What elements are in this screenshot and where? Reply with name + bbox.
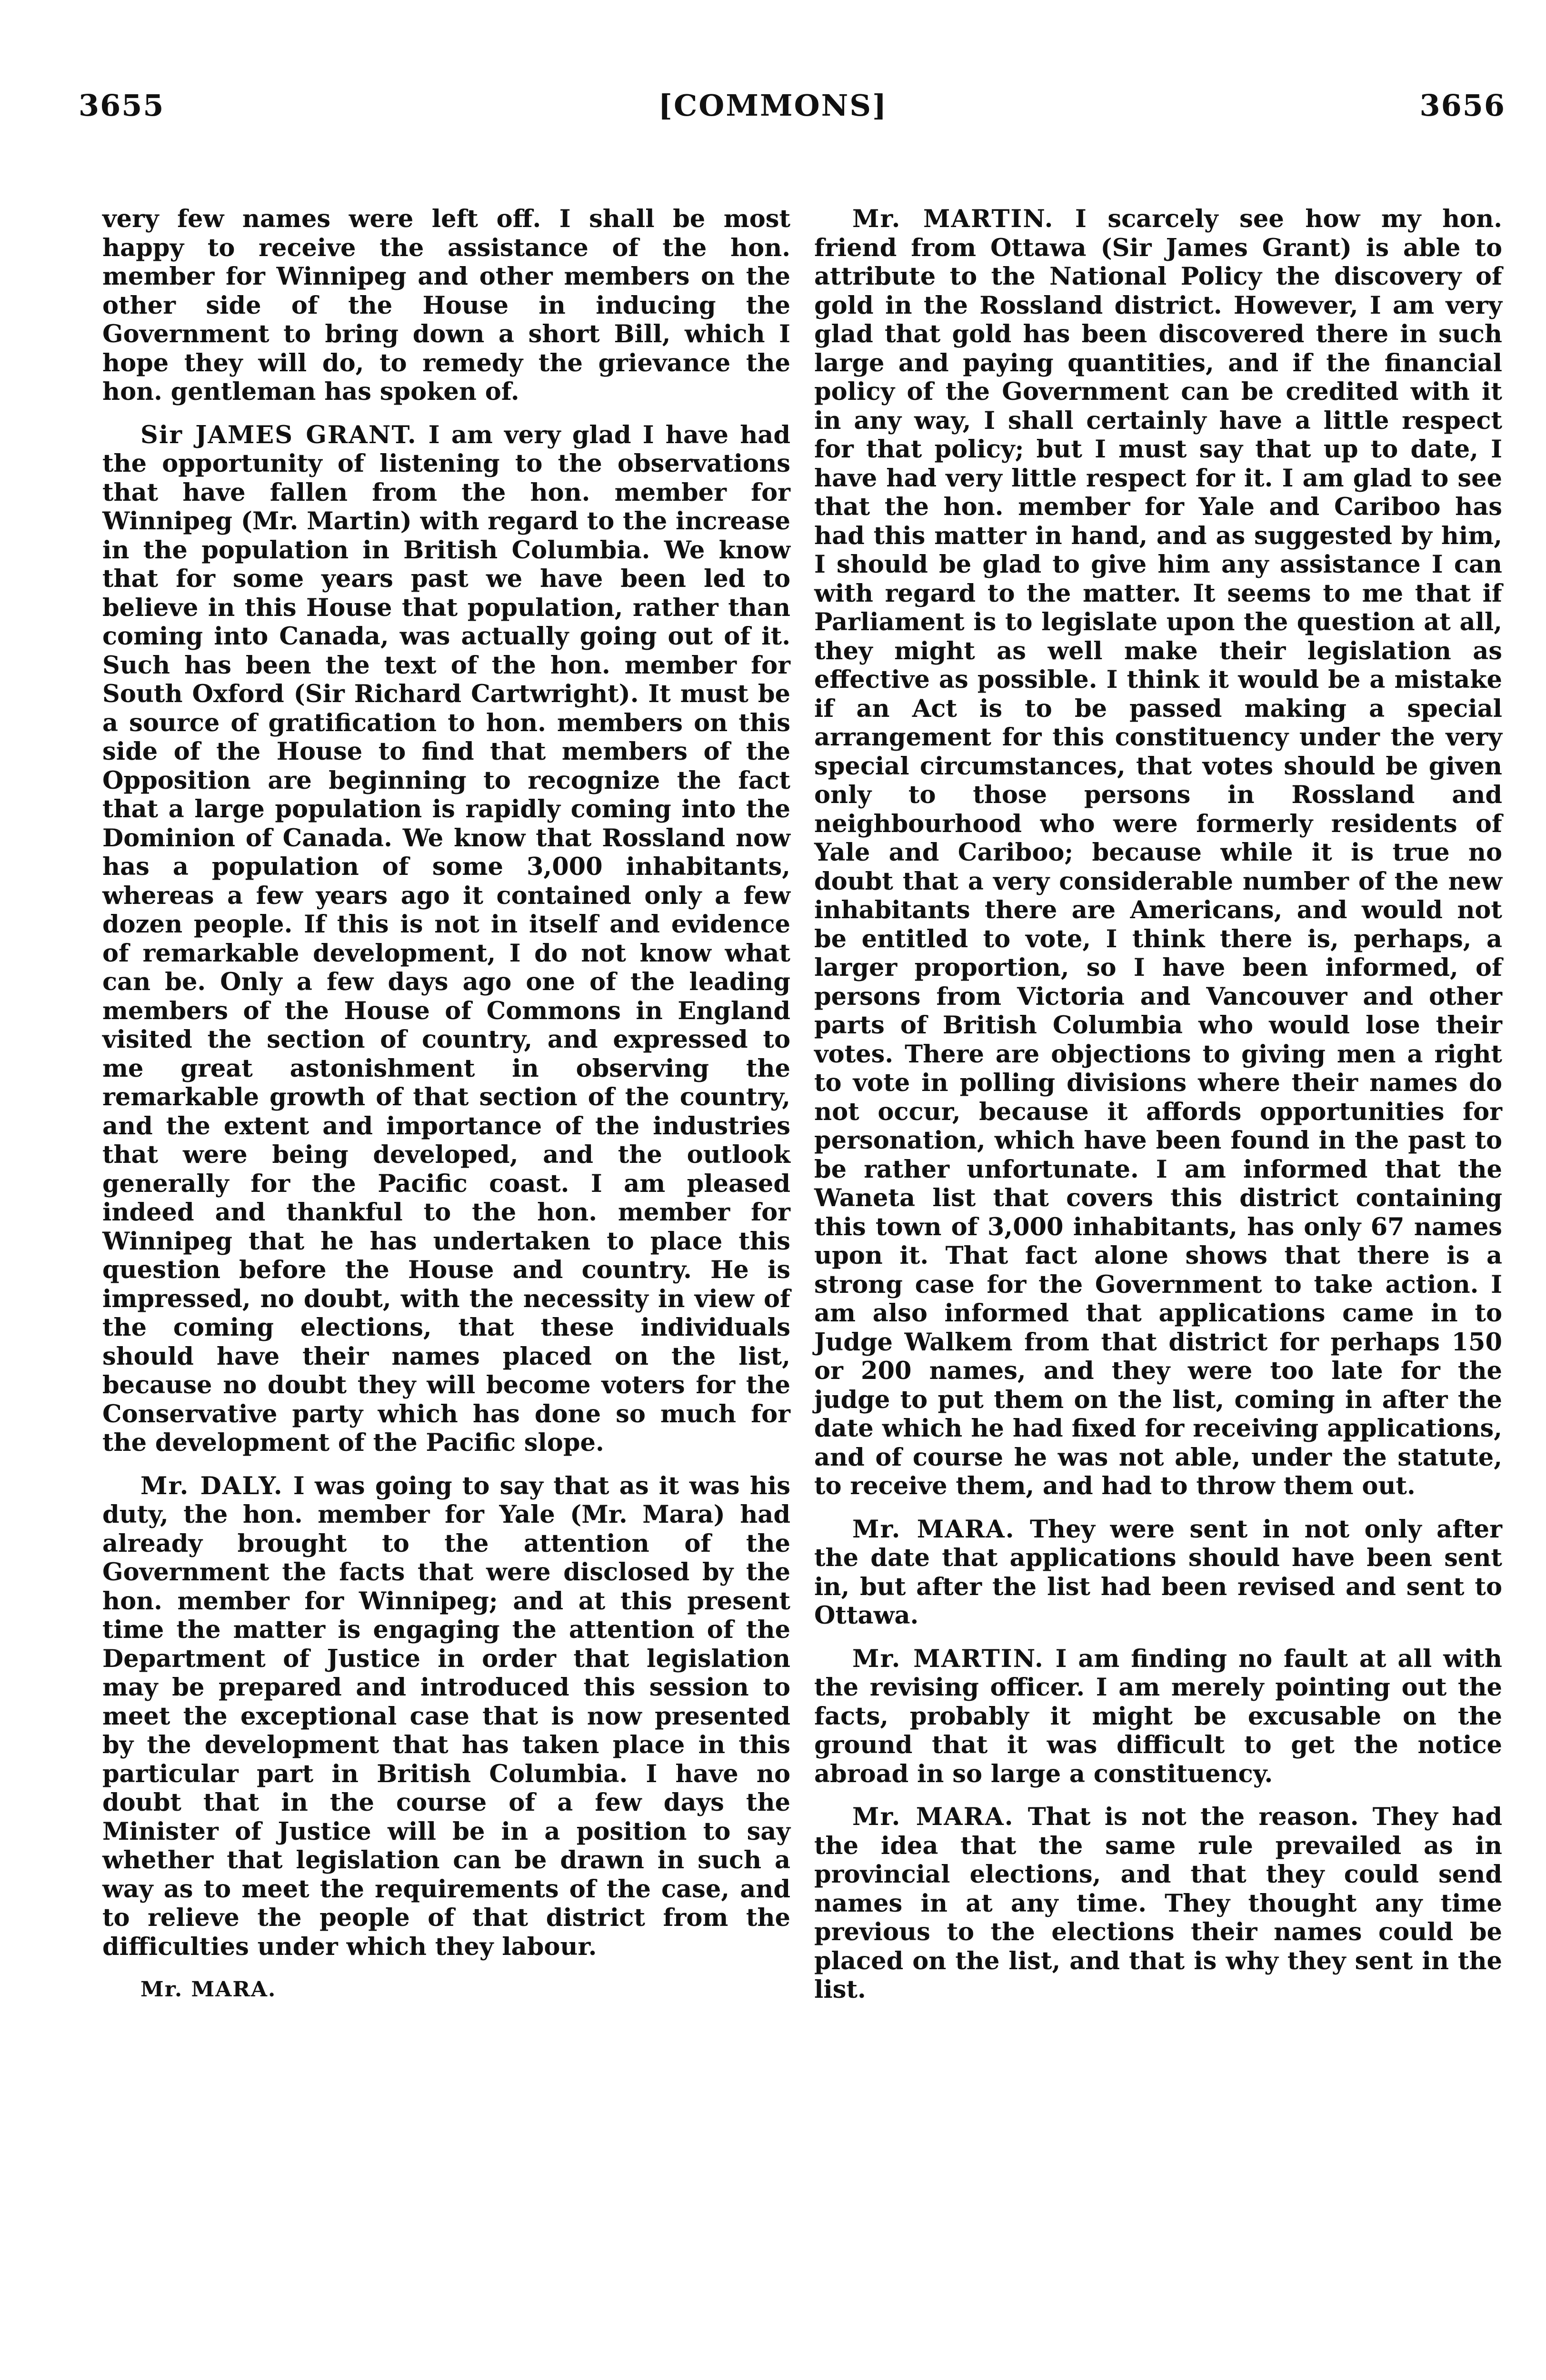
speech-mr-mara: [814, 1515, 1502, 1630]
speech-text: That is not the reason. They had the idea that the same rule prevailed as in provincial elections, and that they could send names in at any time. They thought any time previous to the elections their names could be placed on the list, and that is why they sent in the list.: [814, 1803, 1502, 2004]
speech-text: I scarcely see how my hon. friend from Ottawa (Sir James Grant) is able to attribute to the National Policy the discovery of gold in the Rossland district. However, I am very glad that gold has been discovered there in such large and paying quantities, and if the financial policy of the Government can be credited with it in any way, I shall certainly have a little respect for that policy; but I must say that up to date, I have had very little respect for it. I am glad to see that the hon. member for Yale and Cariboo has had this matter in hand, and as suggested by him, I should be glad to give him any assistance I can with regard to the matter. It seems to me that if Parliament is to legislate upon the question at all, they might as well make their legislation as effective as possible. I think it would be a mistake if an Act is to be passed making a special arrangement for this constituency under the very special circumstances, that votes should be given only to those persons in Rossland and neighbourhood who were formerly residents of Yale and Cariboo; because while it is true no doubt that a very considerable number of the new inhabitants there are Americans, and would not be entitled to vote, I think there is, perhaps, a larger proportion, so I have been informed, of persons from Victoria and Vancouver and other parts of British Columbia who would lose their votes. There are objections to giving men a right to vote in polling divisions where their names do not occur, because it affords opportunities for personation, which have been found in the past to be rather unfortunate. I am informed that the Waneta list that covers this district containing this town of 3,000 inhabitants, has only 67 names upon it. That fact alone shows that there is a strong case for the Government to take action. I am also informed that applications came in to Judge Walkem from that district for perhaps 150 or 200 names, and they were too late for the judge to put them on the list, coming in after the date which he had fixed for receiving applications, and of course he was not able, under the statute, to receive them, and had to throw them out.: [814, 205, 1502, 1500]
page-header: [0, 88, 1546, 140]
speech-text: I am finding no fault at all with the revising officer. I am merely pointing out the facts, probably it might be excusable on the ground that it was difficult to get the notice abroad in so large a constituency.: [814, 1644, 1502, 1788]
paragraph-continuation: [102, 205, 790, 407]
speech-text: I was going to say that as it was his duty, the hon. member for Yale (Mr. Mara) had already brought to the attention of the Government the facts that were disclosed by the hon. member for Winnipeg; and at this present time the matter is engaging the attention of the Department of Justice in order that legislation may be prepared and introduced this session to meet the exceptional case that is now presented by the development that has taken place in this particular part in British Columbia. I have no doubt that in the course of a few days the Minister of Justice will be in a position to say whether that legislation can be drawn in such a way as to meet the requirements of the case, and to relieve the people of that district from the difficulties under which they labour.: [102, 1471, 790, 1961]
column-signoff: Mr. MARA.: [140, 1977, 277, 2002]
speaker-name: Mr. MARTIN.: [852, 205, 1054, 233]
paragraph-text: very few names were left off. I shall be most happy to receive the assistance of the hon. member for Winnipeg and other members on the other side of the House in inducing the Government to bring down a short Bill, which I hope they will do, to remedy the grievance the hon. gentleman has spoken of.: [102, 205, 790, 406]
speech-text: I am very glad I have had the opportunity of listening to the observations that have fallen from the hon. member for Winnipeg (Mr. Martin) with regard to the increase in the population in British Columbia. We know that for some years past we have been led to believe in this House that population, rather than coming into Canada, was actually going out of it. Such has been the text of the hon. member for South Oxford (Sir Richard Cartwright). It must be a source of gratification to hon. members on this side of the House to find that members of the Opposition are beginning to recognize the fact that a large population is rapidly coming into the Dominion of Canada. We know that Rossland now has a population of some 3,000 inhabitants, whereas a few years ago it contained only a few dozen people. If this is not in itself and evidence of remarkable development, I do not know what can be. Only a few days ago one of the leading members of the House of Commons in England visited the section of country, and expressed to me great astonishment in observing the remarkable growth of that section of the country, and the extent and importance of the industries that were being developed, and the outlook generally for the Pacific coast. I am pleased indeed and thankful to the hon. member for Winnipeg that he has undertaken to place this question before the House and country. He is impressed, no doubt, with the necessity in view of the coming elections, that these individuals should have their names placed on the list, because no doubt they will become voters for the Conservative party which has done so much for the development of the Pacific slope.: [102, 420, 790, 1457]
speech-mr-daly: [102, 1472, 790, 1962]
speaker-name: Mr. MARA.: [852, 1515, 1015, 1544]
speech-mr-mara: [814, 1803, 1502, 2004]
speaker-name: Mr. DALY.: [140, 1471, 283, 1500]
page-number-right: 3656: [1419, 88, 1506, 123]
right-column: [814, 205, 1502, 2019]
page-number-left: 3655: [79, 88, 165, 123]
speaker-name: Mr. MARA.: [852, 1803, 1014, 1831]
speaker-name: Mr. MARTIN.: [852, 1644, 1044, 1673]
speech-text: They were sent in not only after the date that applications should have been sent in, but after the list had been revised and sent to Ottawa.: [814, 1515, 1502, 1630]
running-head: [COMMONS]: [658, 88, 888, 123]
speech-mr-martin: [814, 1645, 1502, 1789]
left-column: [102, 205, 790, 2004]
speech-sir-james-grant: [102, 421, 790, 1458]
speaker-name: Sir JAMES GRANT.: [140, 420, 417, 449]
speech-mr-martin: [814, 205, 1502, 1501]
